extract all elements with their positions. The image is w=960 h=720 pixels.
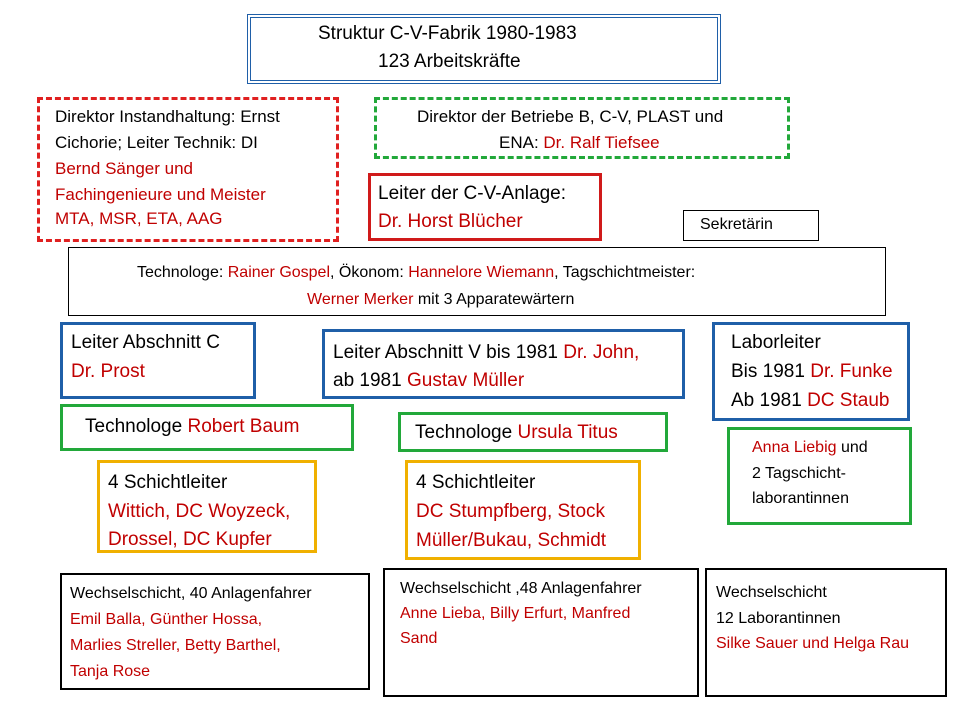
staff-name-economist: Hannelore Wiemann [408,264,555,281]
director-operations-label: ENA: [499,133,544,152]
section-v-head-box [322,329,685,399]
section-c-head-box [60,322,256,399]
shift-lab-count: 12 Laborantinnen [716,610,841,627]
section-v-head-line-1 [333,338,639,367]
technologist-c-label: Technologe [85,416,188,437]
shift-leaders-v-names-1: DC Stumpfberg, Stock [416,501,606,522]
lab-staff-line-1 [752,435,868,460]
staff-box [68,247,886,316]
shift-c-box [60,573,370,690]
technologist-v-name: Ursula Titus [517,422,618,443]
staff-label-4: mit 3 Apparatewärtern [413,291,575,308]
lab-head-label-3: Ab 1981 [731,390,808,411]
plant-head-name: Dr. Horst Blücher [378,211,523,232]
section-v-head-label-1: Leiter Abschnitt V bis 1981 [333,342,564,363]
title-line-2: 123 Arbeitskräfte [378,51,521,72]
plant-head-label: Leiter der C-V-Anlage: [378,183,566,204]
section-v-head-line-2 [333,366,524,395]
director-operations-line-2 [499,130,660,156]
shift-lab-label: Wechselschicht [716,584,827,601]
technologist-c-line [85,412,299,441]
lab-staff-box [727,427,912,525]
staff-name-shiftmaster: Werner Merker [307,291,414,308]
lab-head-box [712,322,910,421]
shift-leaders-v-box [405,460,641,560]
section-v-head-label-2: ab 1981 [333,370,407,391]
shift-lab-box [705,568,947,697]
shift-leaders-c-names-2: Drossel, DC Kupfer [108,529,272,550]
lab-staff-name: Anna Liebig [752,439,837,456]
lab-head-name-3: DC Staub [807,390,890,411]
director-maintenance-line-4: Fachingenieure und Meister [55,185,266,204]
shift-c-names-2: Marlies Streller, Betty Barthel, [70,637,281,654]
shift-leaders-v-label: 4 Schichtleiter [416,472,536,493]
technologist-c-box [60,404,354,451]
secretary-label: Sekretärin [700,216,773,233]
shift-v-names-2: Sand [400,630,438,647]
director-maintenance-line-3: Bernd Sänger und [55,159,193,178]
lab-head-line-3 [731,386,889,415]
shift-v-names-1: Anne Lieba, Billy Erfurt, Manfred [400,605,631,622]
shift-v-box [383,568,699,697]
staff-label-1: Technologe: [137,264,228,281]
plant-head-box [368,173,602,241]
lab-head-line-2 [731,357,893,386]
shift-v-label: Wechselschicht ,48 Anlagenfahrer [400,580,642,597]
technologist-v-box [398,412,668,452]
director-operations-box [374,97,790,159]
director-maintenance-line-5: MTA, MSR, ETA, AAG [55,209,223,228]
staff-name-technologist: Rainer Gospel [227,264,331,281]
secretary-box [683,210,819,241]
staff-line-2 [307,287,574,312]
lab-staff-line-2: 2 Tagschicht- [752,465,846,482]
director-operations-line-1: Direktor der Betriebe B, C-V, PLAST und [417,107,724,126]
lab-head-name-2: Dr. Funke [810,361,893,382]
shift-c-names-3: Tanja Rose [70,663,151,680]
director-operations-name: Dr. Ralf Tiefsee [543,133,660,152]
title-box [247,14,721,84]
technologist-v-line [415,418,618,447]
shift-leaders-c-names-1: Wittich, DC Woyzeck, [108,501,291,522]
shift-lab-names: Silke Sauer und Helga Rau [716,635,910,652]
director-maintenance-line-2: Cichorie; Leiter Technik: DI [55,133,258,152]
section-c-head-label: Leiter Abschnitt C [71,332,220,353]
staff-line-1 [137,260,695,285]
lab-head-label: Laborleiter [731,332,821,353]
director-maintenance-line-1: Direktor Instandhaltung: Ernst [55,107,280,126]
shift-leaders-c-box [97,460,317,553]
lab-staff-line-3: laborantinnen [752,490,849,507]
director-maintenance-box [37,97,339,242]
title-line-1: Struktur C-V-Fabrik 1980-1983 [318,23,577,44]
lab-head-label-2: Bis 1981 [731,361,811,382]
staff-label-2: , Ökonom: [330,264,409,281]
section-v-head-name-2: Gustav Müller [406,370,525,391]
section-c-head-name: Dr. Prost [71,361,145,382]
shift-c-label: Wechselschicht, 40 Anlagenfahrer [70,585,312,602]
shift-leaders-v-names-2: Müller/Bukau, Schmidt [416,530,607,551]
section-v-head-name-1: Dr. John, [563,342,640,363]
technologist-c-name: Robert Baum [187,416,300,437]
shift-leaders-c-label: 4 Schichtleiter [108,472,228,493]
lab-staff-line-1-rest: und [836,439,868,456]
technologist-v-label: Technologe [415,422,518,443]
staff-label-3: , Tagschichtmeister: [554,264,696,281]
shift-c-names-1: Emil Balla, Günther Hossa, [70,611,263,628]
